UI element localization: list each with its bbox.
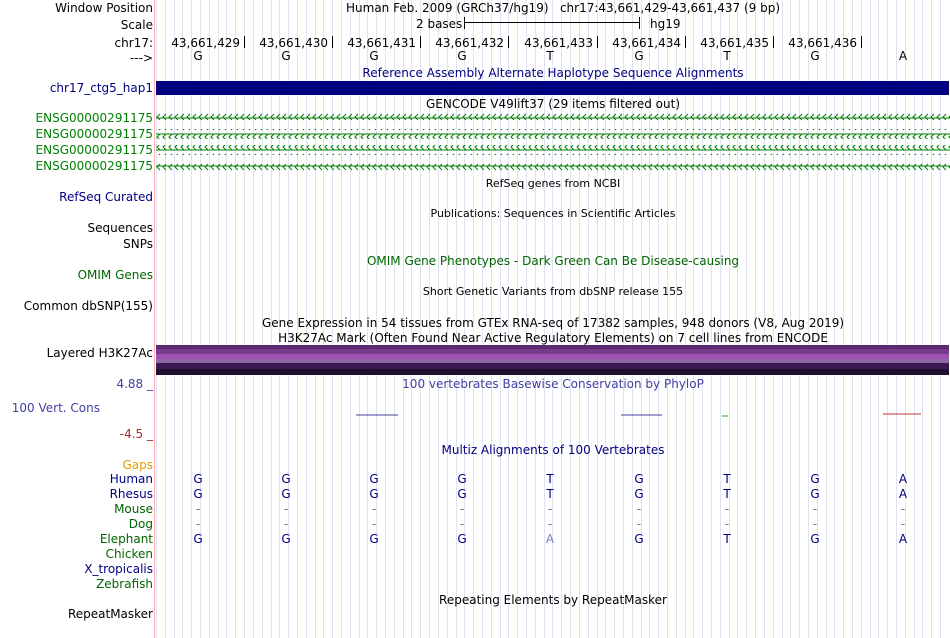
gencode-item-label[interactable]: ENSG00000291175: [35, 159, 153, 173]
alignment-base: G: [634, 532, 644, 546]
conservation-label[interactable]: 100 Vert. Cons: [11, 401, 100, 415]
species-label[interactable]: Mouse: [114, 502, 153, 516]
omim-label[interactable]: OMIM Genes: [77, 268, 153, 282]
alignment-base: -: [636, 502, 642, 516]
conservation-max-label: 4.88 _: [116, 377, 153, 391]
alignment-base: G: [193, 487, 203, 501]
coordinate-tick-label: 43,661,431: [347, 36, 416, 50]
coordinate-tick-label: 43,661,430: [259, 36, 328, 50]
species-label[interactable]: X_tropicalis: [84, 562, 153, 576]
scale-assembly: hg19: [650, 17, 681, 31]
alignment-base: -: [636, 517, 642, 531]
alignment-base: -: [195, 502, 201, 516]
multiz-title: Multiz Alignments of 100 Vertebrates: [441, 443, 665, 457]
transcript-line[interactable]: [156, 129, 950, 139]
reference-base: T: [723, 49, 731, 63]
alignment-base: T: [723, 487, 731, 501]
coordinate-tick: [508, 36, 509, 48]
alignment-base: -: [812, 517, 818, 531]
alignment-base: -: [283, 502, 289, 516]
alignment-base: G: [457, 532, 467, 546]
alignment-base: T: [723, 532, 731, 546]
alignment-base: -: [459, 517, 465, 531]
repeatmasker-label[interactable]: RepeatMasker: [67, 607, 153, 621]
refseq-title: RefSeq genes from NCBI: [485, 177, 621, 190]
alignment-base: G: [281, 532, 291, 546]
coordinate-tick: [597, 36, 598, 48]
gencode-title: GENCODE V49lift37 (29 items filtered out): [425, 97, 680, 111]
alignment-base: -: [283, 517, 289, 531]
publications-label[interactable]: Sequences: [87, 221, 153, 235]
alignment-base: T: [546, 472, 554, 486]
coordinate-tick: [332, 36, 333, 48]
transcript-line[interactable]: [156, 161, 950, 171]
coordinate-tick: [773, 36, 774, 48]
snps-label[interactable]: SNPs: [123, 237, 153, 251]
alt-haplotype-title: Reference Assembly Alternate Haplotype Sequence Alignments: [362, 66, 744, 80]
alignment-base: G: [281, 487, 291, 501]
alignment-base: -: [547, 517, 553, 531]
reference-base: G: [457, 49, 467, 63]
conservation-plot[interactable]: [156, 406, 950, 426]
coordinate-tick: [420, 36, 421, 48]
gtex-title: Gene Expression in 54 tissues from GTEx RNA-seq of 17382 samples, 948 donors (V8, Aug 2019): [261, 316, 845, 330]
alignment-base: -: [459, 502, 465, 516]
alt-haplotype-bar[interactable]: [156, 81, 949, 95]
strand-label: --->: [129, 51, 153, 65]
alignment-base: -: [724, 517, 730, 531]
alt-haplotype-label[interactable]: chr17_ctg5_hap1: [49, 81, 153, 95]
transcript-line[interactable]: [156, 145, 950, 155]
coordinate-tick-label: 43,661,432: [435, 36, 504, 50]
coordinate-tick-label: 43,661,433: [524, 36, 593, 50]
transcript-line[interactable]: [156, 113, 950, 123]
alignment-base: -: [900, 517, 906, 531]
alignment-base: T: [546, 487, 554, 501]
repeatmasker-title: Repeating Elements by RepeatMasker: [439, 593, 667, 607]
coordinate-tick-label: 43,661,435: [700, 36, 769, 50]
alignment-base: G: [810, 532, 820, 546]
window-position-text: Human Feb. 2009 (GRCh37/hg19) chr17:43,661,429-43,661,437 (9 bp): [346, 1, 781, 15]
species-label[interactable]: Chicken: [105, 547, 153, 561]
reference-base: G: [810, 49, 820, 63]
gencode-item-label[interactable]: ENSG00000291175: [35, 143, 153, 157]
publications-title: Publications: Sequences in Scientific Articles: [430, 207, 676, 220]
scale-bar: [464, 17, 640, 29]
alignment-base: -: [371, 517, 377, 531]
species-label[interactable]: Rhesus: [109, 487, 153, 501]
conservation-min-label: -4.5 _: [119, 427, 153, 441]
refseq-label[interactable]: RefSeq Curated: [59, 190, 153, 204]
scale-label: Scale: [120, 18, 153, 32]
alignment-base: G: [634, 472, 644, 486]
species-label[interactable]: Human: [109, 472, 153, 486]
label-divider: [154, 0, 155, 638]
species-label[interactable]: Zebrafish: [96, 577, 153, 591]
h3k27ac-layers[interactable]: [156, 345, 949, 375]
alignment-base: -: [724, 502, 730, 516]
alignment-base: -: [547, 502, 553, 516]
alignment-base: G: [457, 472, 467, 486]
coordinate-tick: [685, 36, 686, 48]
alignment-base: G: [369, 472, 379, 486]
coordinate-tick: [244, 36, 245, 48]
alignment-base: G: [369, 487, 379, 501]
gencode-item-label[interactable]: ENSG00000291175: [35, 111, 153, 125]
alignment-base: G: [634, 487, 644, 501]
scale-text: 2 bases: [416, 17, 463, 31]
coordinate-tick-label: 43,661,434: [612, 36, 681, 50]
alignment-base: G: [281, 472, 291, 486]
alignment-base: G: [193, 472, 203, 486]
reference-base: G: [369, 49, 379, 63]
reference-base: G: [634, 49, 644, 63]
dbsnp-title: Short Genetic Variants from dbSNP release 155: [422, 285, 684, 298]
alignment-base: G: [369, 532, 379, 546]
h3k27ac-title: H3K27Ac Mark (Often Found Near Active Regulatory Elements) on 7 cell lines from ENCODE: [278, 331, 828, 345]
alignment-base: G: [810, 487, 820, 501]
reference-base: G: [281, 49, 291, 63]
alignment-base: A: [898, 532, 908, 546]
coordinate-tick-label: 43,661,436: [788, 36, 857, 50]
alignment-base: -: [812, 502, 818, 516]
reference-base: A: [898, 49, 908, 63]
window-position-label: Window Position: [55, 1, 153, 15]
conservation-title: 100 vertebrates Basewise Conservation by PhyloP: [402, 377, 704, 391]
species-label[interactable]: Elephant: [99, 532, 153, 546]
h3k27ac-label[interactable]: Layered H3K27Ac: [46, 346, 153, 360]
dbsnp-label[interactable]: Common dbSNP(155): [23, 299, 153, 313]
alignment-base: G: [193, 532, 203, 546]
alignment-base: A: [898, 487, 908, 501]
alignment-base: G: [810, 472, 820, 486]
gencode-transcripts[interactable]: [156, 112, 950, 174]
omim-title: OMIM Gene Phenotypes - Dark Green Can Be Disease-causing: [366, 254, 740, 268]
reference-base: G: [193, 49, 203, 63]
coordinate-tick: [861, 36, 862, 48]
coordinate-tick-label: 43,661,429: [171, 36, 240, 50]
alignment-base: A: [898, 472, 908, 486]
alignment-base: -: [900, 502, 906, 516]
species-label[interactable]: Dog: [128, 517, 153, 531]
gaps-label[interactable]: Gaps: [122, 458, 153, 472]
alignment-base: -: [195, 517, 201, 531]
gencode-item-label[interactable]: ENSG00000291175: [35, 127, 153, 141]
chrom-label: chr17:: [114, 36, 153, 50]
reference-base: T: [546, 49, 554, 63]
alignment-base: T: [723, 472, 731, 486]
alignment-base: A: [545, 532, 555, 546]
alignment-base: -: [371, 502, 377, 516]
alignment-base: G: [457, 487, 467, 501]
